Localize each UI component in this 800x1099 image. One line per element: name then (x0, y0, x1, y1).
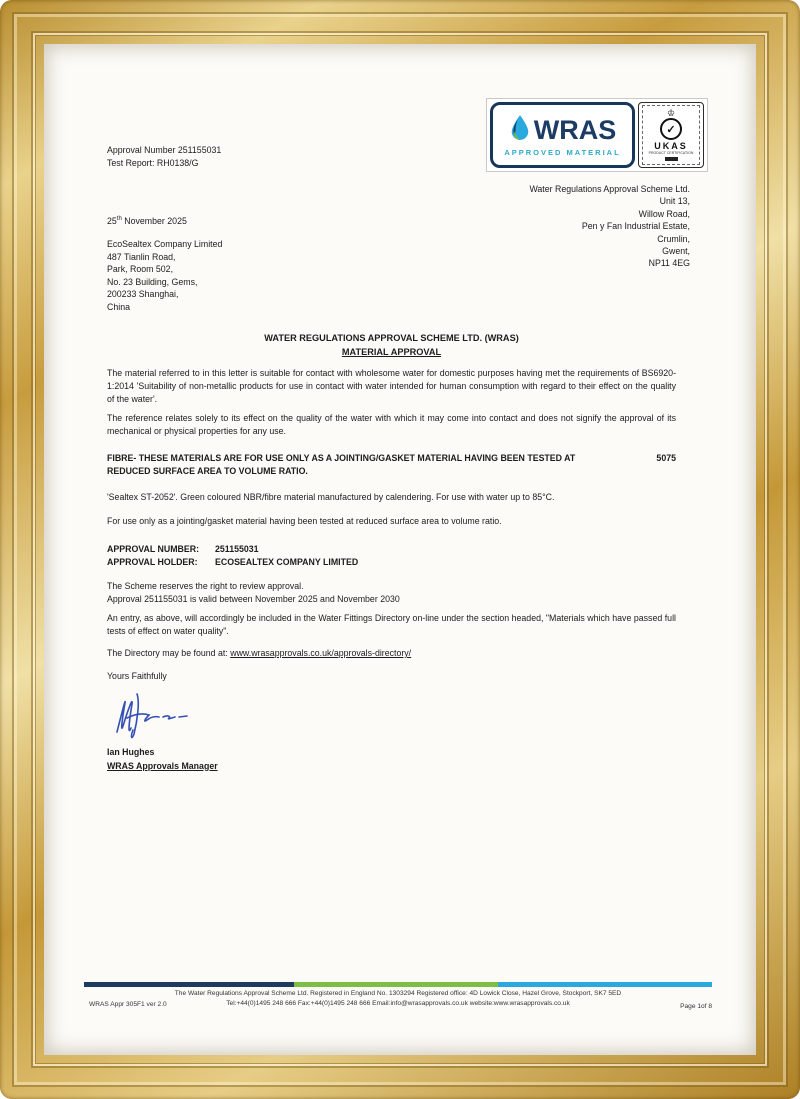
page-number: Page 1of 8 (680, 1003, 712, 1010)
ukas-badge (638, 102, 704, 168)
use-condition-line: For use only as a jointing/gasket material having been tested at reduced surface area to volume ratio. (107, 515, 502, 526)
footer-contact-line: Tel:+44(0)1495 248 666 Fax:+44(0)1495 248 666 Email:info@wrasapprovals.co.uk website:www.wrasapprovals.co.uk (226, 999, 570, 1007)
paragraph-suitability: The material referred to in this letter is suitable for contact with wholesome water for domestic purposes having met the requirements of BS6920-1:2014 'Suitability of non-metallic products for use in contact with water intended for human consumption with regard to their effect on the quality of the water'. (107, 368, 676, 405)
review-block (107, 580, 676, 606)
ukas-product-certification-label: PRODUCT CERTIFICATION (648, 151, 694, 155)
letter-body (107, 331, 676, 773)
wras-wordmark: WRAS (533, 114, 617, 145)
approved-material-label: APPROVED MATERIAL (504, 147, 621, 157)
sender-address-line: Unit 13, (659, 196, 690, 207)
letter-title (107, 331, 676, 359)
signature (107, 688, 676, 746)
sender-address-line: NP11 4EG (648, 258, 690, 269)
recipient-line: EcoSealtex Company Limited (107, 239, 223, 249)
signature-ink (107, 688, 237, 744)
letter-page (44, 44, 756, 1055)
recipient-line: Park, Room 502, (107, 264, 174, 275)
water-droplet-icon (509, 114, 531, 147)
reference-block (107, 144, 221, 170)
recipient-line: No. 23 Building, Gems, (107, 276, 198, 287)
review-line: The Scheme reserves the right to review approval. (107, 581, 304, 592)
approvals-directory-link[interactable]: www.wrasapprovals.co.uk/approvals-directory/ (230, 648, 412, 659)
section-code: 5075 (656, 453, 676, 464)
signatory-name: Ian Hughes (107, 747, 155, 758)
footer-bar-navy (84, 982, 294, 987)
sender-address-line: Gwent, (662, 246, 690, 257)
approval-number-label: APPROVAL NUMBER: (107, 543, 200, 554)
test-report-line: Test Report: RH0138/G (107, 158, 199, 168)
wras-logo (486, 98, 708, 172)
approval-number-value: 251155031 (215, 543, 259, 554)
sender-address-line: Water Regulations Approval Scheme Ltd. (529, 184, 690, 194)
title-line-2: MATERIAL APPROVAL (341, 347, 442, 357)
document-reference: WRAS Appr 305F1 ver 2.0 (89, 1001, 167, 1008)
sender-address-line: Crumlin, (657, 233, 690, 244)
signatory-title: WRAS Approvals Manager (107, 760, 218, 771)
sender-address (529, 183, 690, 270)
recipient-line: China (107, 301, 130, 312)
product-description: 'Sealtex ST-2052'. Green coloured NBR/fibre material manufactured by calendering. For use with water up to 85°C. (107, 492, 555, 503)
fibre-statement: FIBRE- THESE MATERIALS ARE FOR USE ONLY AS A JOINTING/GASKET MATERIAL HAVING BEEN TESTED AT 5075 REDUCED SURFACE AREA TO VOLUME RATIO. (107, 453, 676, 477)
sender-address-line: Willow Road, (638, 208, 690, 219)
checkmark-icon: ✓ (660, 118, 682, 140)
approval-holder-label: APPROVAL HOLDER: (107, 557, 198, 568)
approval-details (107, 543, 676, 569)
crown-icon: ♔ (666, 108, 676, 118)
footer-text (84, 989, 712, 1008)
title-line-1: WATER REGULATIONS APPROVAL SCHEME LTD. (WRAS) (264, 333, 519, 343)
recipient-line: 200233 Shanghai, (107, 289, 179, 300)
paragraph-reference: The reference relates solely to its effect on the quality of the water with which it may come into contact and does not signify the approval of its mechanical or physical properties for any use. (107, 412, 676, 436)
approval-holder-value: ECOSEALTEX COMPANY LIMITED (215, 557, 359, 568)
footer-registered-line: The Water Regulations Approval Scheme Ltd. Registered in England No. 1303294 Registered office: 4D Lowick Close, Hazel Grove, Stockport, SK7 5ED (174, 990, 622, 997)
ukas-wordmark: UKAS (654, 141, 688, 151)
validity-line: Approval 251155031 is valid between November 2025 and November 2030 (107, 594, 400, 605)
sender-address-line: Pen y Fan Industrial Estate, (581, 221, 690, 232)
approval-number-line: Approval Number 251155031 (107, 145, 222, 155)
closing-line: Yours Faithfully (107, 671, 167, 682)
directory-entry-paragraph: An entry, as above, will accordingly be included in the Water Fittings Directory on-line under the section headed, "Materials which have passed full tests of effect on water quality". (107, 612, 676, 636)
footer-bar-blue (498, 982, 712, 987)
ukas-number-smudge (665, 157, 678, 161)
directory-line: The Directory may be found at: www.wrasapprovals.co.uk/approvals-directory/ (107, 648, 412, 659)
wras-approved-material-badge (490, 102, 635, 168)
recipient-address (107, 238, 222, 314)
footer-color-bar (84, 982, 712, 987)
letter-date: 25th November 2025 (107, 216, 187, 226)
recipient-line: 487 Tianlin Road, (107, 251, 176, 262)
footer-bar-green (294, 982, 498, 987)
